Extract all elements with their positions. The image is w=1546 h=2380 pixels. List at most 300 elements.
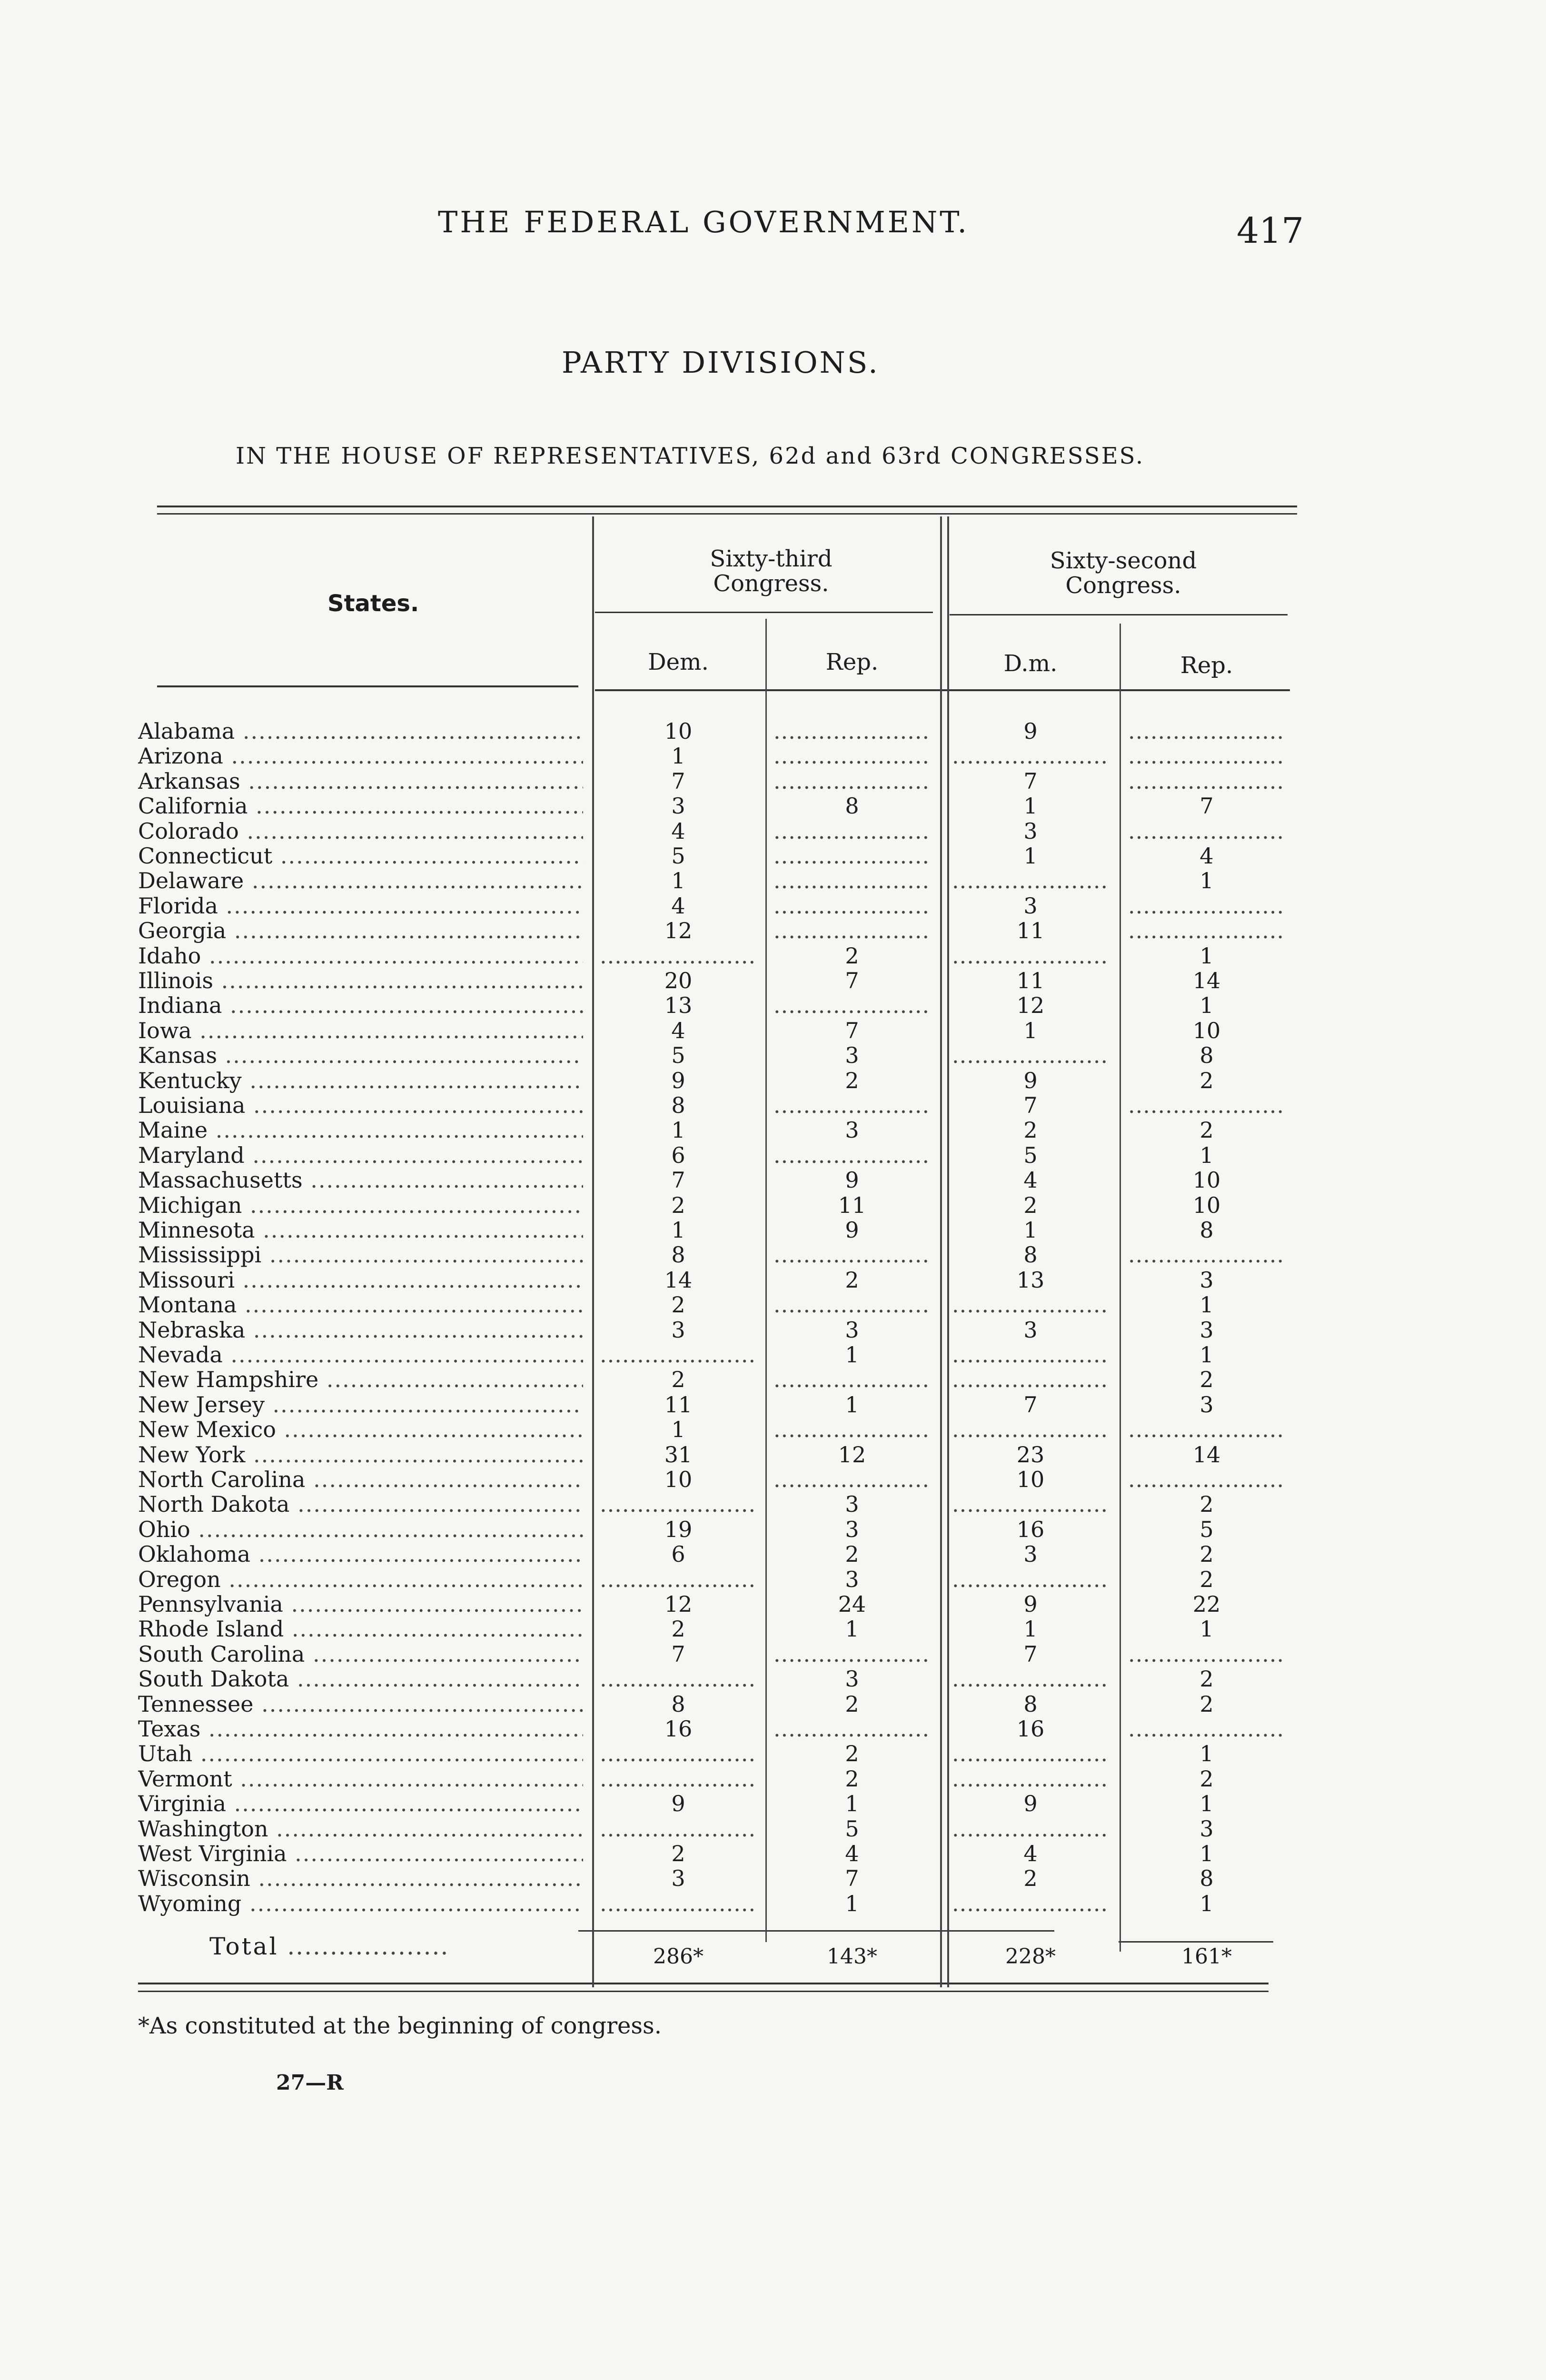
dem-62-cell [952,1567,1109,1592]
state-name: Pennsylvania ..... [138,1592,583,1617]
table-row [0,1367,1546,1392]
rep-62-cell: 1 [1199,1890,1214,1916]
state-name: Wyoming ..... [138,1891,583,1916]
dem-63-cell: 2 [671,1367,685,1393]
dem-63-cell: 5 [671,843,685,869]
dem-62-cell [952,1816,1109,1842]
dem-63-cell: 9 [671,1791,685,1817]
dem-62-cell: 3 [1023,818,1038,844]
state-name: Arkansas ..... [138,769,583,794]
dem-62-cell: 11 [1016,918,1045,944]
dem-62-cell [952,1666,1109,1692]
dem-62-cell: 1 [1023,793,1038,819]
dem-62-cell [952,1417,1109,1442]
rep-63-cell: 7 [845,1017,859,1043]
dem-62-cell: 4 [1023,1167,1038,1193]
table-row [0,1292,1546,1318]
dem-63-cell: 10 [664,718,693,744]
rep-62-cell [1128,1242,1285,1268]
rep-63-cell [773,843,931,869]
rep-63-cell [773,744,931,769]
rep-62-cell [1128,1417,1285,1442]
rep-62-cell: 7 [1199,793,1214,819]
rep-62-cell: 2 [1199,1117,1214,1143]
dem-63-cell [600,1741,757,1766]
state-name: Oregon ..... [138,1567,583,1592]
dem-63-cell: 1 [671,1217,685,1243]
state-name: Kentucky ..... [138,1068,583,1093]
table-row [0,1318,1546,1343]
state-name: Texas ..... [138,1716,583,1742]
rep-62-cell: 2 [1199,1067,1214,1093]
dem-62-cell: 8 [1023,1242,1038,1268]
congress-header-62: Sixty-second Congress. [1050,547,1197,599]
rep-63-cell: 7 [845,1865,859,1892]
table-row [0,1242,1546,1268]
total-top-rule [578,1930,1054,1932]
rep-63-cell [773,918,931,943]
table-row [0,1692,1546,1717]
dem-63-cell [600,1891,757,1916]
table-row [0,1093,1546,1118]
rep-63-cell: 3 [845,1042,859,1069]
dem-63-cell: 31 [664,1441,693,1468]
rep-63-cell [773,1143,931,1168]
dem-62-cell: 2 [1023,1192,1038,1218]
state-name: Maine ..... [138,1118,583,1143]
footnote: *As constituted at the beginning of congress. [138,2013,662,2039]
rep-62-cell [1128,1467,1285,1492]
table-row [0,1043,1546,1068]
dem-62-cell: 16 [1016,1716,1045,1742]
rep-63-cell: 8 [845,793,859,819]
table-row [0,868,1546,893]
dem-63-cell: 11 [664,1391,693,1418]
state-name: Alabama ..... [138,719,583,744]
table-row [0,1716,1546,1742]
dem-63-cell [600,1666,757,1692]
total-rep-62: 161* [1181,1944,1232,1969]
table-row [0,918,1546,943]
state-name: South Carolina ..... [138,1642,583,1667]
rep-62-cell [1128,719,1285,744]
rep-63-cell: 2 [845,1765,859,1792]
table-row [0,1268,1546,1293]
state-name: New Jersey ..... [138,1392,583,1418]
dem-62-cell: 9 [1023,718,1038,744]
col-header-rep-63: Rep. [825,649,879,675]
state-name: South Dakota ..... [138,1666,583,1692]
rep-62-cell: 14 [1192,968,1221,993]
rep-62-cell [1128,1642,1285,1667]
dem-62-cell: 3 [1023,892,1038,919]
dem-63-cell [600,943,757,969]
dem-63-cell: 2 [671,1192,685,1218]
rep-62-cell: 3 [1199,1317,1214,1343]
dem-63-cell: 2 [671,1292,685,1318]
dem-62-cell: 7 [1023,1391,1038,1418]
state-name: Maryland ..... [138,1143,583,1168]
dem-63-cell [600,1342,757,1368]
dem-63-cell: 1 [671,1417,685,1443]
dem-62-cell [952,1367,1109,1392]
total-dem-63: 286* [653,1944,704,1969]
state-name: Colorado ..... [138,819,583,844]
rep-63-cell: 1 [845,1791,859,1817]
header-bottom-rule [157,685,578,687]
table-bottom-rule-2 [138,1991,1269,1992]
rep-63-cell: 2 [845,1741,859,1767]
rep-62-cell: 1 [1199,1292,1214,1318]
rep-63-cell: 1 [845,1342,859,1368]
rep-63-cell: 3 [845,1516,859,1542]
rep-63-cell: 3 [845,1317,859,1343]
total-dem-62: 228* [1005,1944,1056,1969]
dem-63-cell [600,1567,757,1592]
rep-62-cell [1128,744,1285,769]
total-rep-63: 143* [827,1944,877,1969]
rep-63-cell: 2 [845,1691,859,1717]
table-top-rule-2 [157,513,1297,515]
dem-63-cell: 16 [664,1716,693,1742]
table-row [0,1616,1546,1642]
rep-63-cell: 1 [845,1616,859,1642]
dem-63-cell: 14 [664,1267,693,1293]
dem-62-cell [952,1492,1109,1517]
states-header: States. [327,590,419,617]
rep-62-cell: 10 [1192,1167,1221,1193]
rep-62-cell: 2 [1199,1765,1214,1792]
rep-62-cell: 3 [1199,1391,1214,1418]
dem-63-cell: 2 [671,1616,685,1642]
state-name: California ..... [138,793,583,819]
state-name: Wisconsin ..... [138,1866,583,1891]
state-name: Oklahoma ..... [138,1542,583,1567]
state-name: Massachusetts ..... [138,1168,583,1193]
dem-63-cell: 19 [664,1516,693,1542]
state-name: North Carolina ..... [138,1467,583,1492]
rep-62-cell: 2 [1199,1666,1214,1692]
rep-63-cell: 3 [845,1666,859,1692]
rep-62-cell: 10 [1192,1192,1221,1218]
table-row [0,1517,1546,1542]
state-name: Michigan ..... [138,1193,583,1218]
dem-62-cell: 2 [1023,1117,1038,1143]
dem-62-cell: 12 [1016,992,1045,1019]
dem-62-cell: 4 [1023,1841,1038,1866]
rep-62-cell [1128,1716,1285,1742]
dem-63-cell: 12 [664,1591,693,1617]
state-name: Florida ..... [138,893,583,919]
rep-63-cell [773,1093,931,1118]
col-header-dem-63: Dem. [648,649,709,675]
rep-63-cell: 5 [845,1815,859,1842]
dem-62-cell: 1 [1023,843,1038,869]
table-row [0,968,1546,993]
table-top-rule [157,506,1297,507]
rep-62-cell [1128,1093,1285,1118]
table-row [0,1193,1546,1218]
rep-62-cell [1128,893,1285,919]
rep-62-cell: 10 [1192,1017,1221,1043]
rep-63-cell: 3 [845,1491,859,1517]
table-row [0,893,1546,919]
rep-63-cell: 9 [845,1167,859,1193]
table-row [0,1467,1546,1492]
dem-63-cell: 7 [671,768,685,794]
rep-62-cell: 5 [1199,1516,1214,1542]
dem-62-cell [952,1766,1109,1792]
dem-63-cell: 1 [671,1117,685,1143]
rep-62-cell: 1 [1199,1342,1214,1368]
table-row [0,993,1546,1018]
rep-63-cell [773,893,931,919]
rep-63-cell: 9 [845,1217,859,1243]
dem-63-cell: 1 [671,743,685,769]
rep-63-cell: 7 [845,968,859,993]
dem-62-cell: 23 [1016,1441,1045,1468]
rep-63-cell: 3 [845,1117,859,1143]
table-row [0,1143,1546,1168]
rep-62-cell: 3 [1199,1267,1214,1293]
header-bottom-rule-right [595,689,1290,691]
state-name: Georgia ..... [138,918,583,943]
table-row [0,1891,1546,1916]
dem-62-cell: 10 [1016,1467,1045,1492]
rep-63-cell: 1 [845,1391,859,1418]
dem-62-cell: 1 [1023,1017,1038,1043]
rep-63-cell [773,1292,931,1318]
state-name: Nevada ..... [138,1342,583,1368]
rep-62-cell [1128,918,1285,943]
rep-63-cell [773,1642,931,1667]
rep-63-cell [773,1417,931,1442]
dem-63-cell: 3 [671,1317,685,1343]
total-top-rule-right [1119,1941,1273,1943]
table-row [0,1642,1546,1667]
state-name: Utah ..... [138,1741,583,1766]
rep-62-cell: 1 [1199,1791,1214,1817]
dem-63-cell: 20 [664,968,693,993]
rep-63-cell [773,769,931,794]
rep-63-cell [773,1467,931,1492]
table-row [0,1218,1546,1243]
table-row [0,1542,1546,1567]
state-name: Mississippi ..... [138,1242,583,1268]
dem-62-cell: 11 [1016,968,1045,993]
rep-62-cell: 1 [1199,1841,1214,1866]
dem-62-cell: 1 [1023,1217,1038,1243]
rep-63-cell: 2 [845,1541,859,1567]
rep-62-cell: 22 [1192,1591,1221,1617]
dem-62-cell [952,1741,1109,1766]
rep-63-cell [773,868,931,893]
table-row [0,1592,1546,1617]
rep-63-cell: 2 [845,1267,859,1293]
state-name: Rhode Island ..... [138,1616,583,1642]
table-row [0,1068,1546,1093]
state-name: Nebraska ..... [138,1318,583,1343]
rep-62-cell: 1 [1199,1142,1214,1168]
rep-62-cell: 3 [1199,1815,1214,1842]
dem-63-cell: 9 [671,1067,685,1093]
dem-62-cell: 2 [1023,1865,1038,1892]
state-name: Tennessee ..... [138,1692,583,1717]
dem-62-cell: 9 [1023,1067,1038,1093]
state-name: Minnesota ..... [138,1218,583,1243]
dem-62-cell: 3 [1023,1541,1038,1567]
dem-62-cell: 16 [1016,1516,1045,1542]
rep-63-cell: 1 [845,1890,859,1916]
table-row [0,1492,1546,1517]
rep-62-cell [1128,819,1285,844]
table-row [0,1168,1546,1193]
rep-63-cell [773,1367,931,1392]
rep-63-cell: 2 [845,942,859,969]
state-name: Indiana ..... [138,993,583,1018]
state-name: New York ..... [138,1442,583,1468]
rep-62-cell: 2 [1199,1566,1214,1592]
dem-62-cell [952,1342,1109,1368]
rep-63-cell: 11 [838,1192,866,1218]
rep-62-cell: 2 [1199,1541,1214,1567]
state-name: Vermont ..... [138,1766,583,1792]
rep-63-cell: 12 [838,1441,866,1468]
dem-63-cell: 3 [671,1865,685,1892]
congress-underline-62 [950,614,1288,615]
dem-63-cell: 8 [671,1691,685,1717]
table-row [0,943,1546,969]
state-name: Ohio ..... [138,1517,583,1542]
dem-63-cell [600,1766,757,1792]
congress-underline-63 [595,612,933,613]
table-row [0,1342,1546,1368]
table-row [0,1442,1546,1468]
table-row [0,1018,1546,1043]
dem-63-cell: 1 [671,868,685,894]
rep-63-cell [773,993,931,1018]
rep-62-cell: 8 [1199,1042,1214,1069]
table-row [0,1766,1546,1792]
dem-63-cell: 4 [671,892,685,919]
dem-63-cell: 3 [671,793,685,819]
table-subtitle: IN THE HOUSE OF REPRESENTATIVES, 62d and 63rd CONGRESSES. [236,443,1145,469]
congress-header-63: Sixty-third Congress. [710,545,832,597]
rep-62-cell: 14 [1192,1441,1221,1468]
state-name: New Hampshire ..... [138,1367,583,1392]
dem-62-cell [952,868,1109,893]
signature-mark: 27—R [276,2071,344,2095]
dem-62-cell [952,744,1109,769]
dem-62-cell: 13 [1016,1267,1045,1293]
table-row [0,793,1546,819]
rep-62-cell [1128,769,1285,794]
table-row [0,1816,1546,1842]
dem-63-cell: 5 [671,1042,685,1069]
col-header-rep-62: Rep. [1180,652,1233,679]
dem-63-cell: 6 [671,1142,685,1168]
state-name: Missouri ..... [138,1268,583,1293]
dem-63-cell: 6 [671,1541,685,1567]
dem-62-cell: 7 [1023,768,1038,794]
table-bottom-rule [138,1983,1269,1984]
dem-63-cell: 12 [664,918,693,944]
table-row [0,819,1546,844]
table-row [0,1392,1546,1418]
table-row [0,843,1546,869]
rep-62-cell: 2 [1199,1367,1214,1393]
dem-62-cell: 7 [1023,1641,1038,1667]
dem-62-cell: 1 [1023,1616,1038,1642]
state-name: New Mexico ..... [138,1417,583,1442]
section-title: PARTY DIVISIONS. [562,345,880,380]
rep-63-cell [773,1716,931,1742]
dem-62-cell: 7 [1023,1092,1038,1118]
dem-62-cell: 3 [1023,1317,1038,1343]
dem-62-cell [952,943,1109,969]
dem-63-cell: 8 [671,1242,685,1268]
table-row [0,1866,1546,1891]
col-header-dem-62: D.m. [1003,650,1058,677]
dem-63-cell: 10 [664,1467,693,1492]
dem-63-cell: 2 [671,1841,685,1866]
table-row [0,1118,1546,1143]
dem-63-cell [600,1492,757,1517]
dem-63-cell: 4 [671,1017,685,1043]
rep-63-cell: 4 [845,1841,859,1866]
state-name: Virginia ..... [138,1791,583,1816]
state-name: Connecticut ..... [138,843,583,869]
state-name: Illinois ..... [138,968,583,993]
state-name: North Dakota ..... [138,1492,583,1517]
total-label-text: Total [209,1933,279,1960]
table-row [0,719,1546,744]
table-row [0,1791,1546,1816]
dem-62-cell [952,1043,1109,1068]
rep-63-cell: 3 [845,1566,859,1592]
dem-62-cell [952,1891,1109,1916]
state-name: Delaware ..... [138,868,583,893]
dem-62-cell: 5 [1023,1142,1038,1168]
rep-62-cell: 1 [1199,992,1214,1019]
rep-62-cell: 2 [1199,1691,1214,1717]
dem-63-cell: 8 [671,1092,685,1118]
state-name: Louisiana ..... [138,1093,583,1118]
rep-63-cell [773,719,931,744]
rep-62-cell: 2 [1199,1491,1214,1517]
rep-62-cell: 1 [1199,1741,1214,1767]
dem-63-cell: 4 [671,818,685,844]
rep-62-cell: 1 [1199,942,1214,969]
state-name: Arizona ..... [138,744,583,769]
dem-63-cell: 7 [671,1167,685,1193]
state-name: Montana ..... [138,1292,583,1318]
rep-63-cell [773,1242,931,1268]
page-number: 417 [1237,210,1304,251]
table-row [0,1741,1546,1766]
rep-63-cell: 24 [838,1591,866,1617]
total-leader-dots: ................... [278,1933,449,1960]
rep-62-cell: 1 [1199,868,1214,894]
state-name: Washington ..... [138,1816,583,1842]
dem-63-cell: 7 [671,1641,685,1667]
table-row [0,744,1546,769]
dem-62-cell: 8 [1023,1691,1038,1717]
table-row [0,769,1546,794]
table-row [0,1417,1546,1442]
state-name: West Virginia ..... [138,1841,583,1866]
state-name: Kansas ..... [138,1043,583,1068]
